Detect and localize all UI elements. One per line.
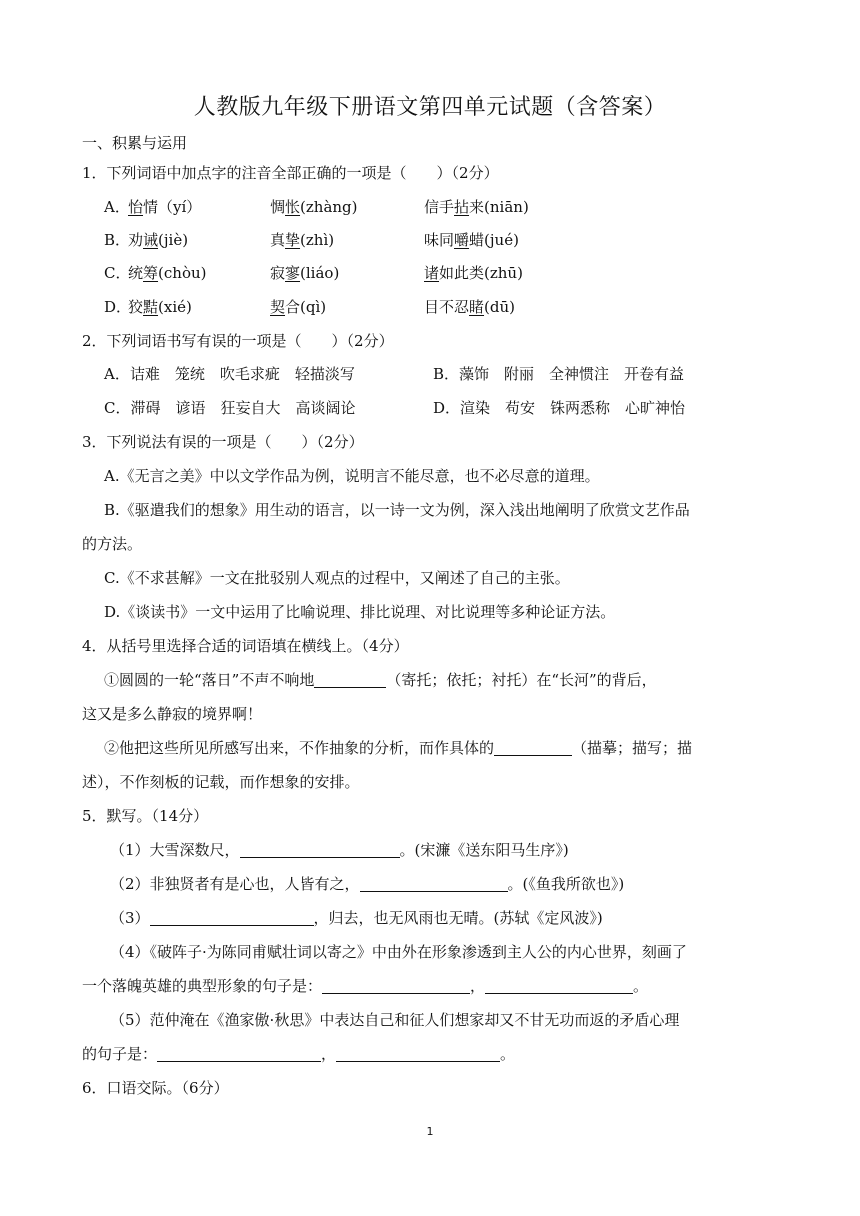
item-text: （2）非独贤者有是心也，人皆有之， — [110, 875, 360, 893]
marked-character: 睹 — [469, 298, 485, 316]
word-suffix-pinyin: (zhàng) — [300, 198, 358, 216]
word-suffix-pinyin: 蜡(jué) — [469, 231, 519, 249]
word-suffix-pinyin: (zhì) — [300, 231, 335, 249]
word-suffix-pinyin: (liáo) — [300, 264, 340, 282]
word-item — [128, 229, 188, 250]
item-text: （3） — [110, 909, 150, 927]
separator: ， — [321, 1045, 337, 1063]
item-source: 。(《鱼我所欲也》) — [507, 875, 625, 893]
question-4-item-1 — [104, 669, 657, 690]
question-3-option-b: B.《驱遣我们的想象》用生动的语言，以一诗一文为例，深入浅出地阐明了欣赏文艺作品 — [104, 501, 690, 519]
fill-blank[interactable] — [157, 1045, 321, 1062]
word-item — [424, 229, 519, 250]
word-suffix-pinyin: (jiè) — [158, 231, 189, 249]
word-suffix-pinyin: (dū) — [484, 298, 515, 316]
terminator: 。 — [633, 977, 649, 995]
question-2-option-d: D．渲染 苟安 铢两悉称 心旷神怡 — [433, 399, 686, 417]
word-item — [128, 196, 201, 217]
item-source: ，归去，也无风雨也无晴。(苏轼《定风波》) — [313, 909, 603, 927]
item-1-text-after: （寄托；依托；衬托）在“长河”的背后， — [386, 671, 657, 689]
marked-character: 寥 — [285, 264, 301, 282]
marked-character: 诫 — [143, 231, 159, 249]
word-suffix-pinyin: (chòu) — [158, 264, 207, 282]
fill-blank[interactable] — [240, 841, 400, 858]
fill-blank[interactable] — [485, 977, 633, 994]
question-5-stem: 5．默写。（14分） — [82, 807, 209, 825]
question-3-option-d: D.《谈读书》一文中运用了比喻说理、排比说理、对比说理等多种论证方法。 — [104, 603, 616, 621]
question-4-item-2 — [104, 737, 692, 758]
word-item — [424, 296, 515, 317]
question-4-item-1-continued: 这又是多么静寂的境界啊！ — [82, 705, 263, 723]
question-2-option-a: A．诘难 笼统 吹毛求疵 轻描淡写 — [104, 365, 355, 383]
section-heading: 一、积累与运用 — [82, 134, 188, 152]
question-5-item-4-continued — [82, 975, 648, 996]
document-title: 人教版九年级下册语文第四单元试题（含答案） — [193, 95, 667, 120]
word-item — [270, 229, 334, 250]
item-text: 一个落魄英雄的典型形象的句子是： — [82, 977, 323, 995]
fill-blank[interactable] — [494, 739, 572, 756]
question-3-option-b-continued: 的方法。 — [82, 535, 143, 553]
word-prefix: 狡 — [128, 298, 144, 316]
page-number: 1 — [426, 1125, 434, 1138]
word-prefix: 信手 — [424, 198, 455, 216]
question-3-option-a: A.《无言之美》中以文学作品为例，说明言不能尽意，也不必尽意的道理。 — [104, 467, 600, 485]
item-text: （1）大雪深数尺， — [110, 841, 240, 859]
option-label: C． — [104, 264, 131, 282]
word-prefix: 真 — [270, 231, 286, 249]
fill-blank[interactable] — [150, 909, 314, 926]
word-suffix-pinyin: 如此类(zhū) — [439, 264, 523, 282]
question-5-item-3 — [110, 907, 603, 928]
option-label: D． — [104, 298, 132, 316]
word-suffix-pinyin: 合(qì) — [285, 298, 327, 316]
question-5-item-1 — [110, 839, 569, 860]
word-item — [128, 296, 192, 317]
word-item — [270, 296, 326, 317]
question-3-stem: 3．下列说法有误的一项是（ ）（2分） — [82, 433, 364, 451]
question-3-option-c: C.《不求甚解》一文在批驳别人观点的过程中，又阐述了自己的主张。 — [104, 569, 570, 587]
question-5-item-4: （4）《破阵子·为陈同甫赋壮词以寄之》中由外在形象渗透到主人公的内心世界，刻画了 — [110, 943, 687, 961]
item-text: 的句子是： — [82, 1045, 158, 1063]
item-2-text-after: （描摹；描写；描 — [572, 739, 693, 757]
question-4-item-2-continued: 述），不作刻板的记载，而作想象的安排。 — [82, 773, 360, 791]
question-2-stem: 2．下列词语书写有误的一项是（ ）（2分） — [82, 332, 394, 350]
marked-character: 拈 — [454, 198, 470, 216]
marked-character: 嚼 — [454, 231, 470, 249]
word-item — [270, 262, 339, 283]
marked-character: 怡 — [128, 198, 144, 216]
marked-character: 契 — [270, 298, 286, 316]
word-prefix: 劝 — [128, 231, 144, 249]
item-source: 。(宋濂《送东阳马生序》) — [399, 841, 569, 859]
word-prefix: 味同 — [424, 231, 455, 249]
word-prefix: 统 — [128, 264, 144, 282]
question-2-option-c: C．滞碍 谚语 狂妄自大 高谈阔论 — [104, 399, 356, 417]
word-prefix: 目不忍 — [424, 298, 470, 316]
word-item — [270, 196, 358, 217]
fill-blank[interactable] — [314, 671, 386, 688]
word-suffix-pinyin: (xié) — [158, 298, 192, 316]
fill-blank[interactable] — [360, 875, 508, 892]
word-suffix-pinyin: 情（yí） — [143, 198, 202, 216]
word-prefix: 惆 — [270, 198, 286, 216]
marked-character: 怅 — [285, 198, 301, 216]
marked-character: 诸 — [424, 264, 440, 282]
word-suffix-pinyin: 来(niān) — [469, 198, 529, 216]
option-label: B． — [104, 231, 131, 249]
marked-character: 筹 — [143, 264, 159, 282]
question-1-stem: 1．下列词语中加点字的注音全部正确的一项是（ ）（2分） — [82, 164, 499, 182]
marked-character: 挚 — [285, 231, 301, 249]
item-2-text-before: ②他把这些所见所感写出来，不作抽象的分析，而作具体的 — [104, 739, 495, 757]
fill-blank[interactable] — [336, 1045, 500, 1062]
terminator: 。 — [500, 1045, 516, 1063]
word-item — [128, 262, 207, 283]
word-item — [424, 196, 529, 217]
option-label: A． — [104, 198, 130, 216]
question-2-option-b: B．藻饰 附丽 全神惯注 开卷有益 — [433, 365, 685, 383]
fill-blank[interactable] — [322, 977, 470, 994]
question-5-item-5: （5）范仲淹在《渔家傲·秋思》中表达自己和征人们想家却又不甘无功而返的矛盾心理 — [110, 1011, 680, 1029]
word-item — [424, 262, 523, 283]
question-6-stem: 6．口语交际。（6分） — [82, 1079, 229, 1097]
question-4-stem: 4．从括号里选择合适的词语填在横线上。（4分） — [82, 637, 409, 655]
marked-character: 黠 — [143, 298, 159, 316]
separator: ， — [470, 977, 486, 995]
word-prefix: 寂 — [270, 264, 286, 282]
question-5-item-2 — [110, 873, 624, 894]
item-1-text-before: ①圆圆的一轮“落日”不声不响地 — [104, 671, 315, 689]
question-5-item-5-continued — [82, 1043, 515, 1064]
